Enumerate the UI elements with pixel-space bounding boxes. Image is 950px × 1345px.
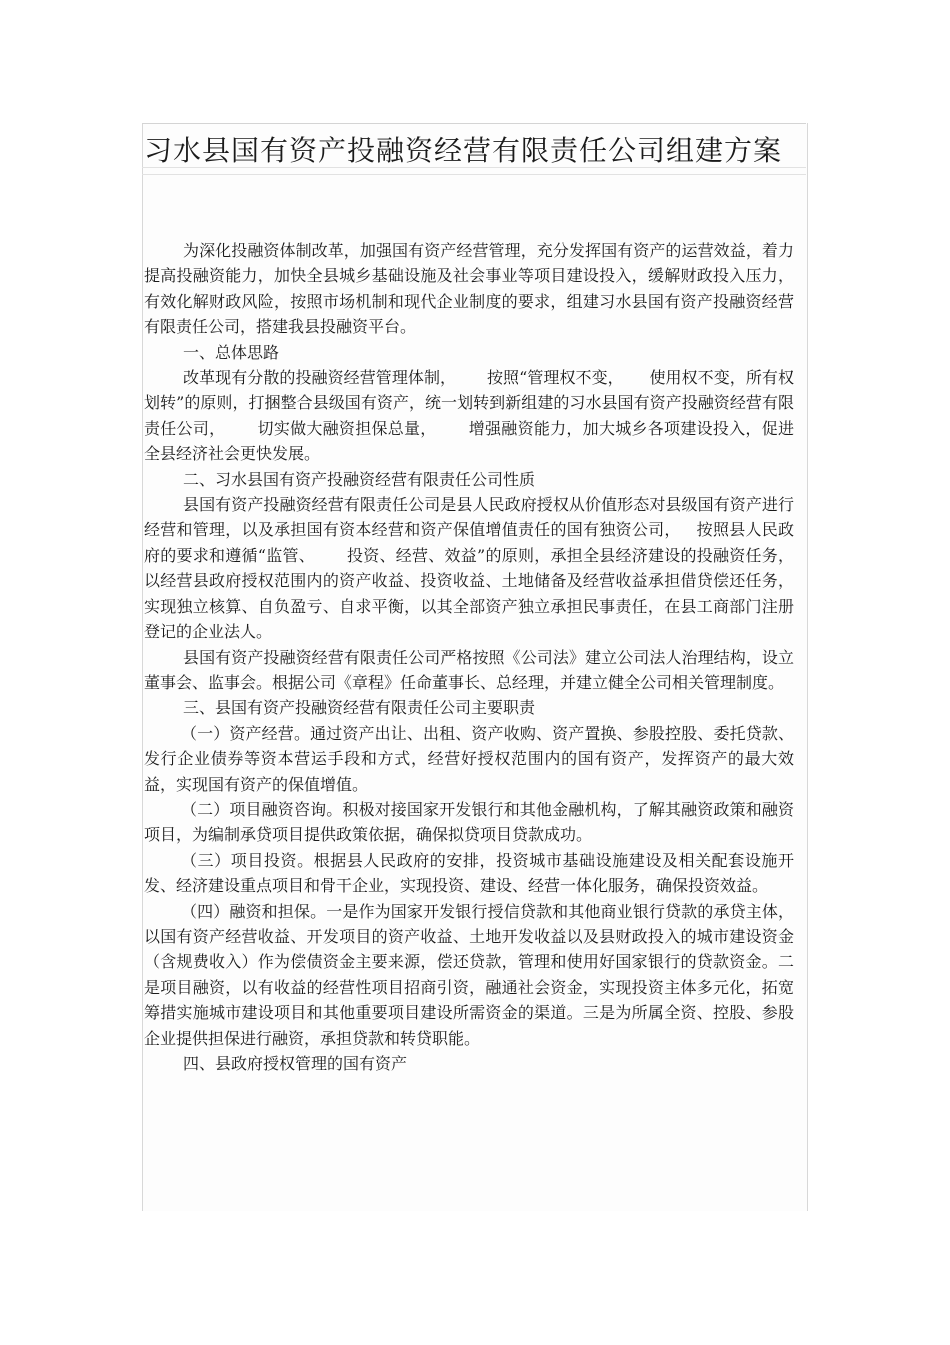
- section-heading-2: 二、习水县国有资产投融资经营有限责任公司性质: [183, 469, 536, 489]
- title-line-frame: [142, 174, 806, 215]
- section-heading-4: 四、县政府授权管理的国有资产: [183, 1054, 408, 1073]
- duty-item-3: （三）项目投资。根据县人民政府的安排，投资城市基础设施建设及相关配套设施开发、经济建设重点项目和骨干企业，实现投资、建设、经营一体化服务，确保投资效益。: [144, 850, 794, 896]
- section-heading-1: 一、总体思路: [183, 342, 280, 362]
- body-paragraph: 县国有资产投融资经营有限责任公司严格按照《公司法》建立公司法人治理结构，设立董事会、监事会。根据公司《章程》任命董事长、总经理，并建立健全公司相关管理制度。: [144, 647, 794, 692]
- duty-item-2: （二）项目融资咨询。积极对接国家开发银行和其他金融机构，了解其融资政策和融资项目，为编制承贷项目提供政策依据，确保拟贷项目贷款成功。: [144, 799, 794, 845]
- section-heading-3: 三、县国有资产投融资经营有限责任公司主要职责: [183, 698, 536, 718]
- duty-item-4: （四）融资和担保。一是作为国家开发银行授信贷款和其他商业银行贷款的承贷主体，以国有资产经营收益、开发项目的资产收益、土地开发收益以及县财政投入的城市建设资金（含规费收入）作为偿债资金主要来源，偿还贷款，管理和使用好国家银行的贷款资金。二是项目融资，以有收益的经营性项目招商引资，融通社会资金，实现投资主体多元化，拓宽筹措实施城市建设项目和其他重要项目建设所需资金的渠道。三是为所属全资、控股、参股企业提供担保进行融资，承担贷款和转贷职能。: [144, 901, 794, 1048]
- body-paragraph: 改革现有分散的投融资经营管理体制， 按照“管理权不变， 使用权不变，所有权划转”的原则，打捆整合县级国有资产，统一划转到新组建的习水县国有资产投融资经营有限责任公司， 切实做大融资担保总量， 增强融资能力，加大城乡各项建设投入，促进全县经济社会更快发展。: [144, 368, 794, 464]
- document-title: 习水县国有资产投融资经营有限责任公司组建方案: [144, 134, 783, 167]
- body-paragraph: 县国有资产投融资经营有限责任公司是县人民政府授权从价值形态对县级国有资产进行经营和管理，以及承担国有资本经营和资产保值增值责任的国有独资公司， 按照县人民政府的要求和遵循“监管、 投资、经营、效益”的原则，承担全县经济建设的投融资任务，以经营县政府授权范围内的资产收益、投资收益、土地储备及经营收益承担借贷偿还任务，实现独立核算、自负盈亏、自求平衡，以其全部资产独立承担民事责任，在县工商部门注册登记的企业法人。: [144, 495, 794, 642]
- document-body: [144, 238, 794, 1076]
- intro-paragraph: 为深化投融资体制改革，加强国有资产经营管理，充分发挥国有资产的运营效益，着力提高投融资能力，加快全县城乡基础设施及社会事业等项目建设投入，缓解财政投入压力，有效化解财政风险，按照市场机制和现代企业制度的要求，组建习水县国有资产投融资经营有限责任公司，搭建我县投融资平台。: [144, 241, 794, 337]
- duty-item-1: （一）资产经营。通过资产出让、出租、资产收购、资产置换、参股控股、委托贷款、发行企业债券等资本营运手段和方式，经营好授权范围内的国有资产，发挥资产的最大效益，实现国有资产的保值增值。: [144, 723, 794, 794]
